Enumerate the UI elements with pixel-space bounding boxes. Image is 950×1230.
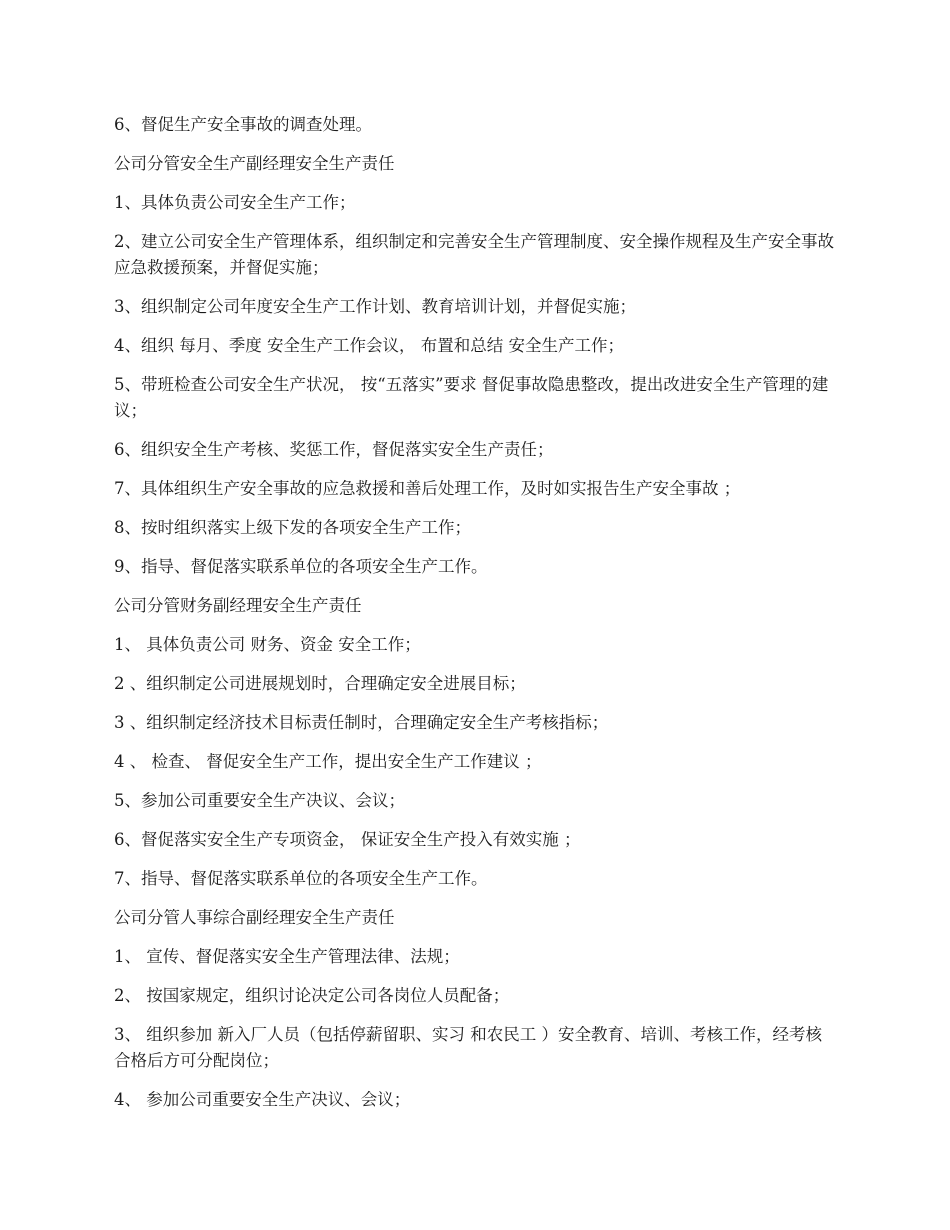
list-item: 9、指导、督促落实联系单位的各项安全生产工作。 xyxy=(114,557,488,576)
list-item: 4、组织 每月、季度 安全生产工作会议， 布置和总结 安全生产工作； xyxy=(114,336,624,355)
list-item: 7、指导、督促落实联系单位的各项安全生产工作。 xyxy=(114,869,488,888)
list-item: 5、带班检查公司安全生产状况， 按“五落实”要求 督促事故隐患整改，提出改进安全生产管理的建议； xyxy=(114,375,829,420)
list-item: 1、 具体负责公司 财务、资金 安全工作； xyxy=(114,635,421,654)
section-heading: 公司分管人事综合副经理安全生产责任 xyxy=(114,908,395,927)
list-item: 3 、组织制定经济技术目标责任制时，合理确定安全生产考核指标； xyxy=(114,713,609,732)
list-item: 2 、组织制定公司进展规划时，合理确定安全进展目标； xyxy=(114,674,526,693)
list-item: 3、 组织参加 新入厂人员（包括停薪留职、实习 和农民工 ）安全教育、培训、考核工作，经考核合格后方可分配岗位； xyxy=(114,1025,822,1070)
list-item: 6、组织安全生产考核、奖惩工作，督促落实安全生产责任； xyxy=(114,440,554,459)
list-item: 4 、 检查、 督促安全生产工作，提出安全生产工作建议 ； xyxy=(114,752,542,771)
list-item: 4、 参加公司重要安全生产决议、会议； xyxy=(114,1090,411,1109)
list-item: 3、组织制定公司年度安全生产工作计划、教育培训计划，并督促实施； xyxy=(114,297,636,316)
list-item: 6、督促生产安全事故的调查处理。 xyxy=(114,115,372,134)
list-item: 1、具体负责公司安全生产工作； xyxy=(114,193,356,212)
list-item: 7、具体组织生产安全事故的应急救援和善后处理工作，及时如实报告生产安全事故 ； xyxy=(114,479,741,498)
section-heading: 公司分管财务副经理安全生产责任 xyxy=(114,596,362,615)
list-item: 1、 宣传、督促落实安全生产管理法律、法规； xyxy=(114,947,460,966)
list-item: 2、建立公司安全生产管理体系，组织制定和完善安全生产管理制度、安全操作规程及生产安全事故应急救援预案，并督促实施； xyxy=(114,232,834,277)
document-body xyxy=(114,112,838,1126)
list-item: 8、按时组织落实上级下发的各项安全生产工作； xyxy=(114,518,471,537)
list-item: 6、督促落实安全生产专项资金， 保证安全生产投入有效实施 ； xyxy=(114,830,581,849)
list-item: 5、参加公司重要安全生产决议、会议； xyxy=(114,791,405,810)
list-item: 2、 按国家规定，组织讨论决定公司各岗位人员配备； xyxy=(114,986,510,1005)
section-heading: 公司分管安全生产副经理安全生产责任 xyxy=(114,154,395,173)
